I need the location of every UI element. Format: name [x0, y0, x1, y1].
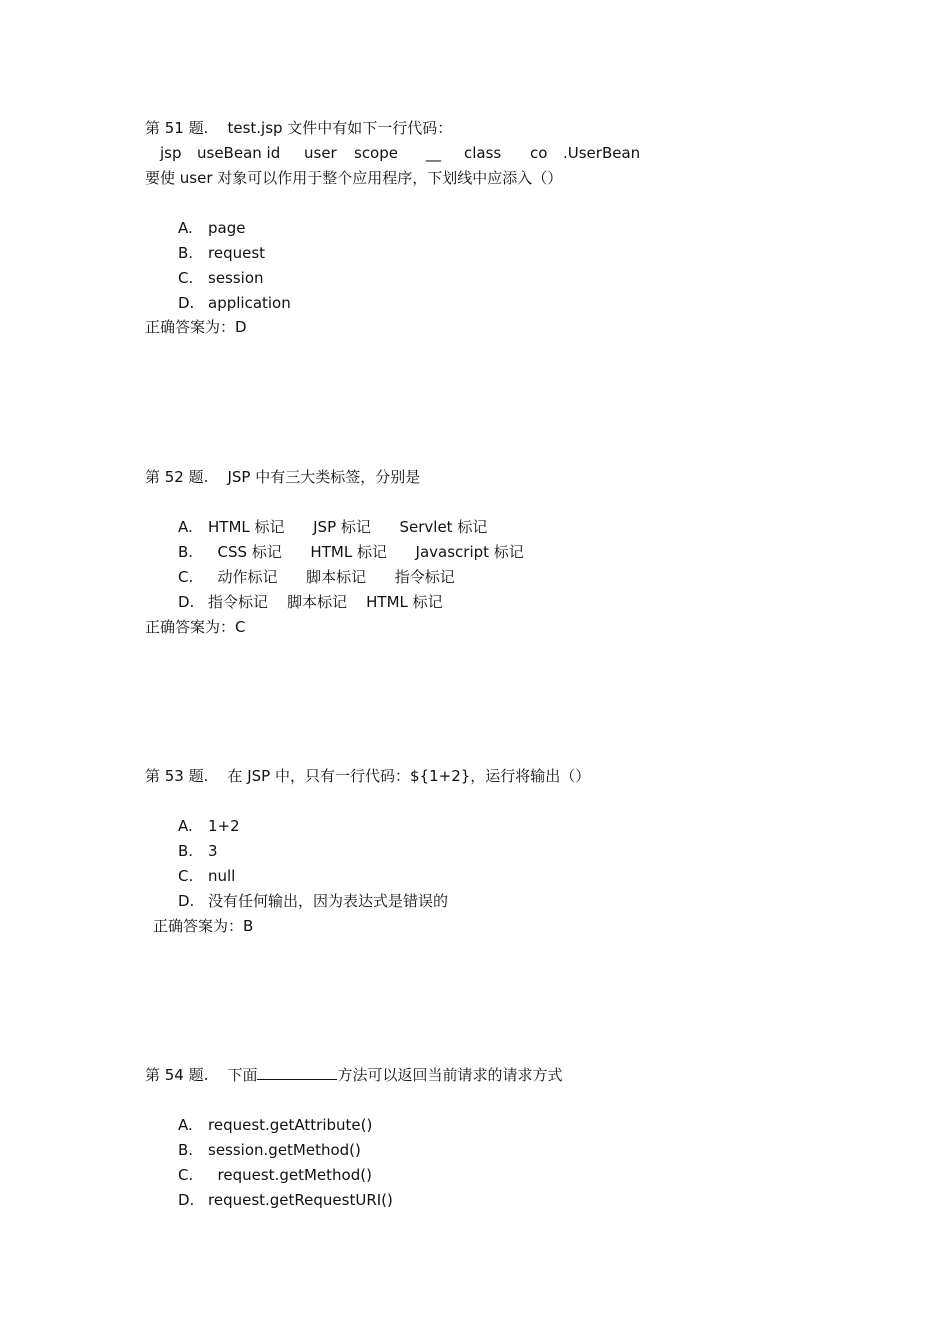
question-52-title: 第 52 题. JSP 中有三大类标签，分别是: [145, 468, 421, 486]
question-53-answer: 正确答案为：B: [153, 917, 254, 935]
option-d: D. request.getRequestURI(): [178, 1191, 393, 1209]
code-token: useBean id: [197, 144, 281, 162]
code-token: class: [464, 144, 502, 162]
option-a: A. HTML 标记 JSP 标记 Servlet 标记: [178, 518, 488, 536]
option-d: D. 指令标记 脚本标记 HTML 标记: [178, 593, 443, 611]
option-a: A. request.getAttribute(): [178, 1116, 373, 1134]
code-token: scope: [354, 144, 398, 162]
option-b: B. CSS 标记 HTML 标记 Javascript 标记: [178, 543, 524, 561]
option-a: A. 1+2: [178, 817, 240, 835]
option-b: B. session.getMethod(): [178, 1141, 361, 1159]
code-token: user: [304, 144, 337, 162]
answer-blank: [257, 1065, 337, 1080]
question-54-title: 第 54 题. 下面 方法可以返回当前请求的请求方式: [145, 1066, 563, 1084]
question-51-answer: 正确答案为：D: [145, 318, 247, 336]
code-token: co: [530, 144, 548, 162]
option-b: B. 3: [178, 842, 218, 860]
question-52-answer: 正确答案为：C: [145, 618, 246, 636]
option-a: A. page: [178, 219, 246, 237]
option-d: D. application: [178, 294, 291, 312]
question-51-title: 第 51 题. test.jsp 文件中有如下一行代码：: [145, 119, 453, 137]
option-c: C. session: [178, 269, 264, 287]
code-token: __: [426, 144, 441, 162]
option-c: C. request.getMethod(): [178, 1166, 372, 1184]
option-b: B. request: [178, 244, 266, 262]
question-53-title: 第 53 题. 在 JSP 中，只有一行代码：${1+2}，运行将输出（）: [145, 767, 591, 785]
question-51-prompt: 要使 user 对象可以作用于整个应用程序，下划线中应添入（）: [145, 169, 563, 187]
code-token: jsp: [160, 144, 182, 162]
option-d: D. 没有任何输出，因为表达式是错误的: [178, 892, 449, 910]
code-token: .UserBean: [563, 144, 641, 162]
option-c: C. null: [178, 867, 236, 885]
option-c: C. 动作标记 脚本标记 指令标记: [178, 568, 455, 586]
